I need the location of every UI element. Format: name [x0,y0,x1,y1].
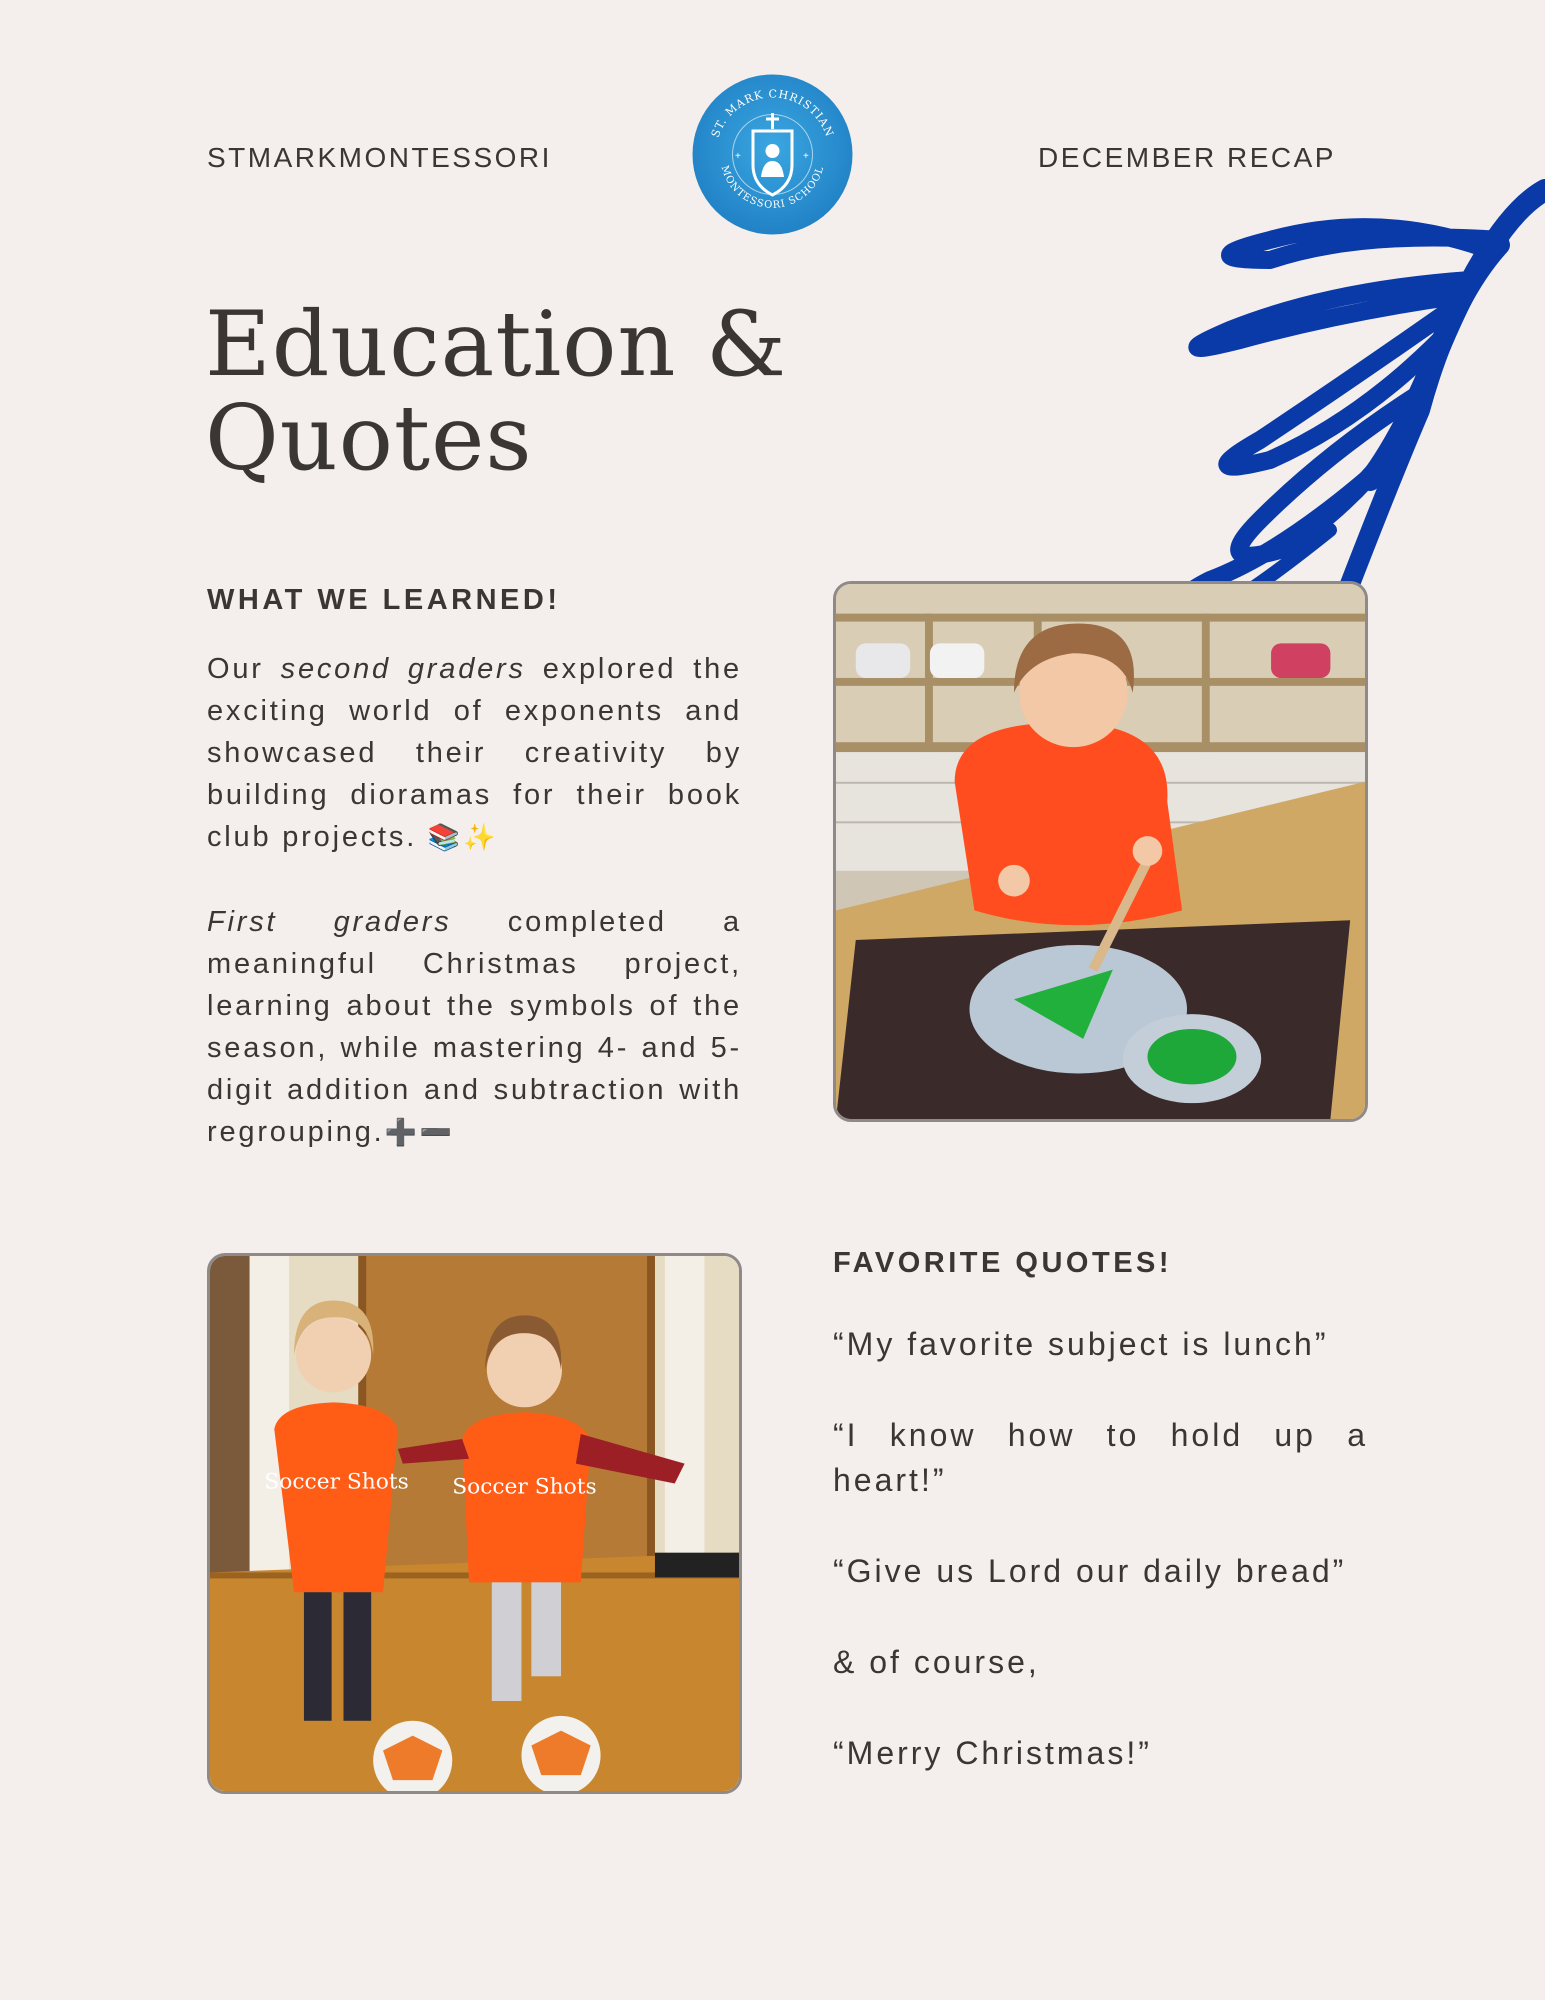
para1-emphasis: second graders [280,653,526,685]
logo-text-bottom: MONTESSORI SCHOOL [718,164,827,211]
jersey-text-left: Soccer Shots [264,1469,409,1495]
logo-text-top: ST. MARK CHRISTIAN [708,87,837,140]
page-title [205,292,905,491]
brand-name: STMARKMONTESSORI [207,142,552,173]
svg-text:+: + [735,151,741,162]
svg-text:+: + [803,151,809,162]
para1-post: explored the exciting world of exponents and showcased their creativity by building dioramas for their book club projects. [207,653,742,853]
plus-minus-icon: ➕➖ [384,1118,455,1148]
quote-item: “Give us Lord our daily bread” [833,1553,1347,1589]
learned-heading: WHAT WE LEARNED! [207,584,561,616]
para2-post: completed a meaningful Christmas project, learning about the symbols of the season, while mastering 4- and 5-digit addition and subtraction with regrouping. [207,906,742,1148]
quote-item: “My favorite subject is lunch” [833,1326,1329,1362]
child-painting-illustration [836,584,1365,1119]
page-title-line1: Education & [205,292,788,397]
para2-emphasis: First graders [207,906,452,938]
quote-item: “Merry Christmas!” [833,1735,1152,1771]
learned-paragraph-1 [207,648,742,859]
issue-label: DECEMBER RECAP [1038,142,1336,173]
quotes-heading: FAVORITE QUOTES! [833,1247,1173,1279]
page-title-line2: Quotes [205,386,533,491]
quotes-list [833,1322,1368,1822]
children-soccer-illustration [210,1256,739,1791]
para1-pre: Our [207,653,281,685]
children-soccer-photo [207,1253,742,1794]
jersey-text-right: Soccer Shots [452,1474,597,1500]
school-logo [691,73,854,236]
quote-item: & of course, [833,1644,1040,1680]
child-painting-photo [833,581,1368,1122]
quote-item: “I know how to hold up a heart!” [833,1417,1368,1498]
leaf-decoration-icon [1030,150,1545,650]
learned-paragraph-2 [207,901,742,1154]
books-sparkles-icon: 📚✨ [427,823,499,853]
